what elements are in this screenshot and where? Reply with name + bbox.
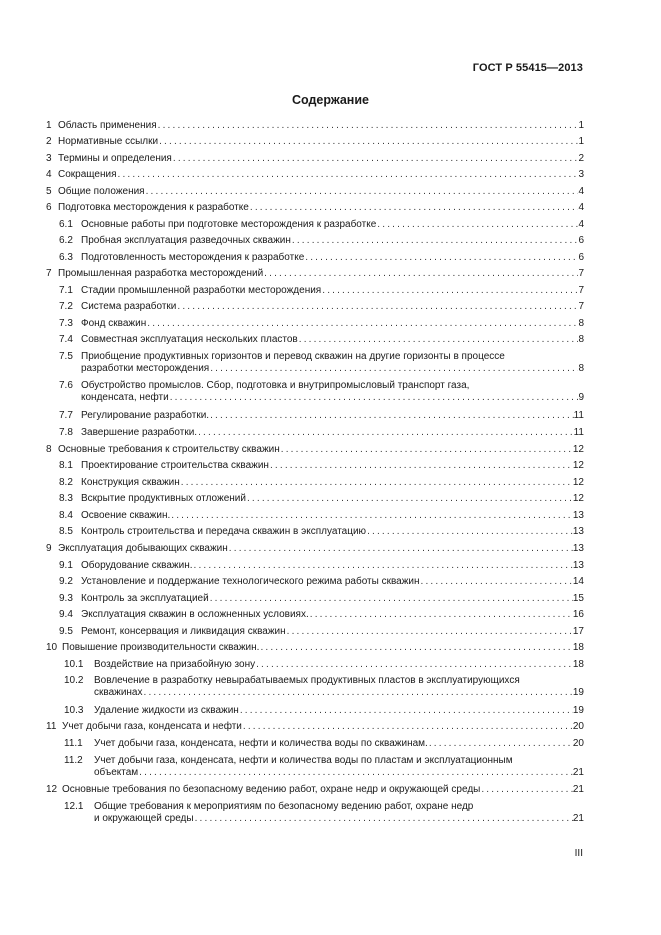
toc-entry-title: Контроль строительства и передача скважин в эксплуатацию bbox=[81, 526, 367, 537]
toc-entry-number: 6.1 bbox=[59, 219, 73, 230]
toc-entry[interactable] bbox=[46, 801, 584, 825]
toc-entry-page: 16 bbox=[572, 609, 584, 620]
toc-dot-leader bbox=[420, 576, 573, 588]
toc-entry-number: 9.4 bbox=[59, 609, 73, 620]
toc-entry-title: Нормативные ссылки bbox=[58, 136, 159, 147]
toc-entry-title: Общие положения bbox=[58, 186, 145, 197]
toc-entry-title: Основные работы при подготовке месторождения к разработке bbox=[81, 219, 377, 230]
toc-dot-leader bbox=[239, 705, 573, 717]
toc-entry-title: Регулирование разработки. bbox=[81, 410, 210, 421]
toc-entry-page: 12 bbox=[572, 444, 584, 455]
toc-entry-title: Приобщение продуктивных горизонтов и перевод скважин на другие горизонты в процессе bbox=[81, 351, 505, 362]
toc-entry[interactable] bbox=[46, 252, 584, 264]
toc-entry-page: 11 bbox=[573, 410, 584, 421]
toc-entry-page: 12 bbox=[572, 493, 584, 504]
toc-entry[interactable] bbox=[46, 235, 584, 247]
toc-entry-title: и окружающей среды bbox=[94, 813, 194, 824]
toc-entry-number: 10.1 bbox=[64, 659, 84, 670]
toc-entry-number: 10.3 bbox=[64, 705, 84, 716]
toc-entry-title: Пробная эксплуатация разведочных скважин bbox=[81, 235, 291, 246]
toc-entry-page: 18 bbox=[572, 642, 584, 653]
toc-entry-page: 4 bbox=[578, 219, 584, 230]
toc-dot-leader bbox=[145, 186, 579, 198]
toc-entry[interactable] bbox=[46, 136, 584, 148]
toc-dot-leader bbox=[138, 767, 573, 779]
toc-entry[interactable] bbox=[46, 334, 584, 346]
toc-entry-page: 7 bbox=[578, 285, 584, 296]
toc-entry-title: Воздействие на призабойную зону bbox=[94, 659, 256, 670]
toc-dot-leader bbox=[172, 153, 579, 165]
toc-entry-number: 2 bbox=[46, 136, 52, 147]
toc-entry[interactable] bbox=[46, 120, 584, 132]
toc-entry-number: 10 bbox=[46, 642, 58, 653]
toc-entry-number: 7.5 bbox=[59, 351, 73, 362]
toc-entry-number: 4 bbox=[46, 169, 52, 180]
toc-entry-title: Повышение производительности скважин. bbox=[62, 642, 260, 653]
toc-entry-page: 17 bbox=[572, 626, 584, 637]
toc-entry-page: 1 bbox=[578, 136, 584, 147]
toc-dot-leader bbox=[157, 120, 579, 132]
toc-entry-number: 8.3 bbox=[59, 493, 73, 504]
toc-entry[interactable] bbox=[46, 738, 584, 750]
toc-entry-page: 15 bbox=[572, 593, 584, 604]
toc-entry-title: Конструкция скважин bbox=[81, 477, 180, 488]
toc-entry[interactable] bbox=[46, 626, 584, 638]
toc-entry[interactable] bbox=[46, 721, 584, 733]
toc-entry-number: 8.1 bbox=[59, 460, 73, 471]
toc-entry[interactable] bbox=[46, 642, 584, 654]
toc-entry-number: 7 bbox=[46, 268, 52, 279]
toc-entry-number: 7.6 bbox=[59, 380, 73, 391]
toc-entry[interactable] bbox=[46, 460, 584, 472]
toc-entry[interactable] bbox=[46, 427, 584, 439]
toc-entry-title: Удаление жидкости из скважин bbox=[94, 705, 239, 716]
toc-dot-leader bbox=[228, 543, 573, 555]
toc-entry-title: Область применения bbox=[58, 120, 157, 131]
toc-entry[interactable] bbox=[46, 560, 584, 572]
toc-entry-title: объектам bbox=[94, 767, 139, 778]
toc-entry-title: Установление и поддержание технологического режима работы скважин bbox=[81, 576, 420, 587]
toc-entry-page: 20 bbox=[572, 738, 584, 749]
toc-entry-page: 8 bbox=[578, 318, 584, 329]
toc-entry-number: 8.5 bbox=[59, 526, 73, 537]
toc-entry-number: 10.2 bbox=[64, 675, 84, 686]
toc-entry-page: 13 bbox=[572, 526, 584, 537]
toc-entry-number: 1 bbox=[46, 120, 52, 131]
toc-entry-title: Совместная эксплуатация нескольких пластов bbox=[81, 334, 298, 345]
toc-entry-number: 7.1 bbox=[59, 285, 73, 296]
toc-entry-page: 4 bbox=[578, 202, 584, 213]
toc-dot-leader bbox=[255, 659, 573, 671]
toc-entry[interactable] bbox=[46, 410, 584, 422]
toc-entry-title: Эксплуатация добывающих скважин bbox=[58, 543, 228, 554]
toc-entry-title: скважинах bbox=[94, 687, 143, 698]
toc-entry[interactable] bbox=[46, 593, 584, 605]
toc-entry-page: 12 bbox=[572, 477, 584, 488]
toc-entry-page: 13 bbox=[572, 543, 584, 554]
toc-title: Содержание bbox=[291, 93, 369, 107]
toc-entry[interactable] bbox=[46, 285, 584, 297]
toc-entry-title: Учет добычи газа, конденсата, нефти и количества воды по скважинам. bbox=[94, 738, 428, 749]
toc-entry-page: 4 bbox=[578, 186, 584, 197]
toc-dot-leader bbox=[209, 593, 573, 605]
toc-entry-title: Фонд скважин bbox=[81, 318, 147, 329]
toc-entry-page: 2 bbox=[578, 153, 584, 164]
toc-entry[interactable] bbox=[46, 477, 584, 489]
toc-entry-number: 7.7 bbox=[59, 410, 73, 421]
toc-entry[interactable] bbox=[46, 444, 584, 456]
toc-entry[interactable] bbox=[46, 659, 584, 671]
toc-dot-leader bbox=[176, 301, 578, 313]
toc-entry-page: 11 bbox=[573, 427, 584, 438]
toc-entry-page: 6 bbox=[578, 252, 584, 263]
toc-entry-title: Освоение скважин. bbox=[81, 510, 171, 521]
toc-entry-title: Контроль за эксплуатацией bbox=[81, 593, 209, 604]
toc-entry-title: конденсата, нефти bbox=[81, 392, 169, 403]
toc-dot-leader bbox=[480, 784, 573, 796]
toc-entry[interactable] bbox=[46, 609, 584, 621]
toc-dot-leader bbox=[280, 444, 573, 456]
toc-entry[interactable] bbox=[46, 784, 584, 796]
toc-entry-page: 9 bbox=[578, 392, 584, 403]
toc-entry-page: 13 bbox=[572, 560, 584, 571]
toc-dot-leader bbox=[146, 318, 578, 330]
toc-entry-page: 1 bbox=[578, 120, 584, 131]
toc-entry[interactable] bbox=[46, 268, 584, 280]
toc-entry-title: Ремонт, консервация и ликвидация скважин bbox=[81, 626, 286, 637]
toc-entry-title: Подготовка месторождения к разработке bbox=[58, 202, 249, 213]
toc-entry[interactable] bbox=[46, 526, 584, 538]
toc-dot-leader bbox=[304, 252, 578, 264]
toc-entry-number: 7.3 bbox=[59, 318, 73, 329]
toc-dot-leader bbox=[209, 363, 578, 375]
toc-entry-page: 3 bbox=[578, 169, 584, 180]
toc-dot-leader bbox=[180, 477, 573, 489]
toc-entry-number: 11 bbox=[46, 721, 57, 732]
toc-entry-number: 7.2 bbox=[59, 301, 73, 312]
toc-entry-number: 9.2 bbox=[59, 576, 73, 587]
toc-entry[interactable] bbox=[46, 705, 584, 717]
toc-entry[interactable] bbox=[46, 543, 584, 555]
toc-entry-title: Термины и определения bbox=[58, 153, 172, 164]
toc-entry-number: 3 bbox=[46, 153, 52, 164]
toc-entry-page: 7 bbox=[578, 268, 584, 279]
toc-entry[interactable] bbox=[46, 675, 584, 699]
toc-entry-page: 19 bbox=[572, 705, 584, 716]
toc-dot-leader bbox=[249, 202, 579, 214]
toc-entry-page: 21 bbox=[572, 784, 584, 795]
toc-entry-title: Система разработки bbox=[81, 301, 177, 312]
toc-entry[interactable] bbox=[46, 493, 584, 505]
toc-dot-leader bbox=[321, 285, 578, 297]
toc-entry-title: Основные требования по безопасному ведению работ, охране недр и окружающей среды bbox=[62, 784, 481, 795]
toc-entry-number: 11.1 bbox=[64, 738, 83, 749]
toc-entry-number: 9.5 bbox=[59, 626, 73, 637]
toc-dot-leader bbox=[170, 510, 573, 522]
toc-entry-title: Оборудование скважин. bbox=[81, 560, 193, 571]
toc-entry[interactable] bbox=[46, 169, 584, 181]
toc-entry[interactable] bbox=[46, 380, 584, 404]
toc-entry-number: 8.4 bbox=[59, 510, 73, 521]
toc-dot-leader bbox=[158, 136, 578, 148]
document-code: ГОСТ Р 55415—2013 bbox=[472, 62, 583, 74]
toc-entry-page: 20 bbox=[572, 721, 584, 732]
toc-entry-page: 21 bbox=[572, 813, 584, 824]
toc-dot-leader bbox=[376, 219, 578, 231]
toc-entry-number: 6.2 bbox=[59, 235, 73, 246]
toc-entry[interactable] bbox=[46, 202, 584, 214]
toc-entry-number: 9 bbox=[46, 543, 52, 554]
toc-entry-page: 21 bbox=[572, 767, 584, 778]
toc-entry-number: 12 bbox=[46, 784, 58, 795]
toc-entry-number: 6.3 bbox=[59, 252, 73, 263]
toc-entry-page: 7 bbox=[578, 301, 584, 312]
toc-entry-number: 8.2 bbox=[59, 477, 73, 488]
toc-entry-title: Вовлечение в разработку невырабатываемых продуктивных пластов в эксплуатирующихся bbox=[94, 675, 520, 686]
toc-dot-leader bbox=[194, 813, 573, 825]
toc-entry-number: 12.1 bbox=[64, 801, 84, 812]
toc-entry-title: Вскрытие продуктивных отложений bbox=[81, 493, 246, 504]
toc-dot-leader bbox=[291, 235, 579, 247]
toc-entry-number: 7.8 bbox=[59, 427, 73, 438]
toc-entry-page: 12 bbox=[572, 460, 584, 471]
toc-entry-page: 8 bbox=[578, 334, 584, 345]
toc-dot-leader bbox=[309, 609, 573, 621]
toc-entry-page: 13 bbox=[572, 510, 584, 521]
toc-entry[interactable] bbox=[46, 351, 584, 375]
toc-dot-leader bbox=[143, 687, 573, 699]
toc-entry-page: 14 bbox=[572, 576, 584, 587]
toc-entry-title: Сокращения bbox=[58, 169, 117, 180]
toc-dot-leader bbox=[193, 560, 573, 572]
toc-dot-leader bbox=[286, 626, 573, 638]
toc-entry-number: 6 bbox=[46, 202, 52, 213]
page-number: III bbox=[574, 848, 583, 859]
toc-entry-page: 6 bbox=[578, 235, 584, 246]
toc-entry-title: Проектирование строительства скважин bbox=[81, 460, 269, 471]
toc-entry-number: 9.1 bbox=[59, 560, 73, 571]
toc-dot-leader bbox=[209, 410, 574, 422]
toc-entry-page: 8 bbox=[578, 363, 584, 374]
toc-entry-number: 11.2 bbox=[64, 755, 83, 766]
toc-dot-leader bbox=[428, 738, 573, 750]
toc-entry-title: Стадии промышленной разработки месторождения bbox=[81, 285, 322, 296]
toc-entry-title: Учет добычи газа, конденсата, нефти и количества воды по пластам и эксплуатационным bbox=[94, 755, 513, 766]
toc-entry[interactable] bbox=[46, 318, 584, 330]
toc-entry[interactable] bbox=[46, 301, 584, 313]
toc-entry-title: Эксплуатация скважин в осложненных условиях. bbox=[81, 609, 309, 620]
toc-dot-leader bbox=[263, 268, 578, 280]
toc-dot-leader bbox=[242, 721, 573, 733]
toc-dot-leader bbox=[116, 169, 578, 181]
toc-dot-leader bbox=[366, 526, 573, 538]
toc-entry-title: Подготовленность месторождения к разработке bbox=[81, 252, 305, 263]
toc-entry[interactable] bbox=[46, 186, 584, 198]
toc-entry-number: 9.3 bbox=[59, 593, 73, 604]
toc-dot-leader bbox=[169, 392, 579, 404]
toc-entry-title: Общие требования к мероприятиям по безопасному ведению работ, охране недр bbox=[94, 801, 474, 812]
toc-entry-title: Учет добычи газа, конденсата и нефти bbox=[62, 721, 242, 732]
toc-entry-number: 7.4 bbox=[59, 334, 73, 345]
toc-entry[interactable] bbox=[46, 755, 584, 779]
toc-dot-leader bbox=[269, 460, 573, 472]
toc-entry-number: 8 bbox=[46, 444, 52, 455]
toc-entry[interactable] bbox=[46, 576, 584, 588]
toc-entry-title: Обустройство промыслов. Сбор, подготовка и внутрипромысловый транспорт газа, bbox=[81, 380, 470, 391]
toc-entry-title: Основные требования к строительству скважин bbox=[58, 444, 280, 455]
toc-entry-title: разработки месторождения bbox=[81, 363, 210, 374]
toc-dot-leader bbox=[298, 334, 579, 346]
toc-dot-leader bbox=[197, 427, 574, 439]
toc-entry-title: Завершение разработки. bbox=[81, 427, 198, 438]
toc-entry-page: 19 bbox=[572, 687, 584, 698]
toc-entry-number: 5 bbox=[46, 186, 52, 197]
toc-entry-title: Промышленная разработка месторождений bbox=[58, 268, 264, 279]
toc-entry[interactable] bbox=[46, 219, 584, 231]
toc-dot-leader bbox=[259, 642, 572, 654]
toc-entry[interactable] bbox=[46, 153, 584, 165]
toc-entry-page: 18 bbox=[572, 659, 584, 670]
toc-dot-leader bbox=[246, 493, 573, 505]
toc-entry[interactable] bbox=[46, 510, 584, 522]
